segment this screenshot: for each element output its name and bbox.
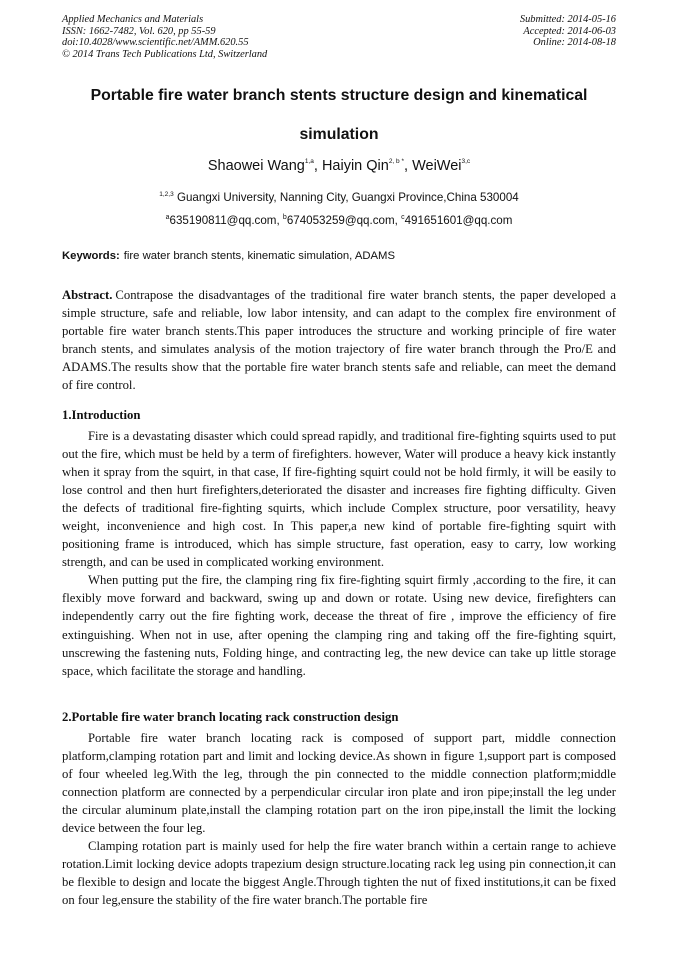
keywords-label: Keywords: [62,250,120,262]
title-line-2: simulation [299,126,379,143]
journal-info [62,14,267,60]
affiliation [62,191,616,204]
submitted-date: Submitted: 2014-05-16 [519,14,616,25]
issn: ISSN: 1662-7482, Vol. 620, pp 55-59 [62,25,216,37]
affiliation-text: Guangxi University, Nanning City, Guangxi Province,China 530004 [173,191,519,204]
author-separator: , [404,158,413,174]
author-separator: , [313,158,322,174]
keywords [62,250,616,262]
journal-name: Applied Mechanics and Materials [62,14,204,25]
abstract-text: Contrapose the disadvantages of the traditional fire water branch stents, the paper developed a simple structure, safe and reliable, low labor intensity, and can adapt to the complex fire environment of portable fire water branch stents.This paper introduces the structure and working principle of fire water branch stents, and simulates analysis of the motion trajectory of fire water branch through the Pro/E and ADAMS.The results show that the portable fire water branch stents safe and reliable, can meet the demand of fire control. [62,288,616,393]
doi: doi:10.4028/www.scientific.net/AMM.620.55 [62,37,249,49]
email-superscript: b [282,214,287,221]
email-address: 674053259@qq.com, [286,214,402,227]
abstract [62,286,616,394]
title-line-1: Portable fire water branch stents structure design and kinematical [90,87,588,104]
author-name: Haiyin Qin [321,158,389,174]
paragraph: When putting put the fire, the clamping ring fix fire-fighting squirt firmly ,according to the fire, it can flexibly move forward and backward, swing up and down or rotate. Using new device, firefighters can independently carry out the fire fighting work, decease the threat of fire , improve the efficiency of fire extinguishing. When not in use, after opening the clamping ring and taking off the fire-fighting squirt, unscrewing the fastening nuts, Folding hinge, and contracting leg, the new device can take up little storage space, which facilitate the storage and handling. [62,573,616,678]
author-superscript: 3,c [461,158,471,165]
email-list [62,214,616,227]
paper-title [62,86,616,145]
abstract-label: Abstract. [62,288,113,302]
email-superscript: a [165,214,170,221]
author-superscript: 1,a [304,158,314,165]
keywords-text: fire water branch stents, kinematic simulation, ADAMS [123,250,395,262]
author-name: Shaowei Wang [207,158,305,174]
email-address: 491651601@qq.com [404,214,513,227]
author-name: WeiWei [412,158,462,174]
email-superscript: c [401,214,405,221]
paragraph: Portable fire water branch locating rack is composed of support part, middle connection platform,clamping rotation part and limit and locking device.As shown in figure 1,support part is composed of four wheeled leg.With the leg, through the pin connected to the middle connection platform;middle connection platform are connected by a perpendicular circular iron plate and iron pipe;install the leg under the circular aluminum plate,install the clamping rotation part on the iron pipe,install the limit the locking device between the four leg. [62,731,616,836]
section-body [62,427,616,680]
affiliation-superscript: 1,2,3 [159,191,174,198]
section-body [62,729,616,909]
email-address: 635190811@qq.com, [169,214,283,227]
author-superscript: 2, b * [388,158,405,165]
online-date: Online: 2014-08-18 [533,37,616,49]
paragraph: Fire is a devastating disaster which could spread rapidly, and traditional fire-fighting squirts used to put out the fire, which must be held by a term of firefighters. however, Water will produce a heavy kick instantly when it spray from the squirt, in that case, If fire-fighting squirt could not be hold firmly, it will be easily to lose control and then hurt firefighters,deteriorated the disaster and increases fire fighting difficulty. Given the defects of traditional fire-fighting squirts, which include Complex structure, poor versatility, heavy weight, inconvenience and high cost. In This paper,a new kind of portable fire-fighting squirt with positioning frame is introduced, which has simple structure, fast operation, easy to carry, low working strength, and can be used in complicated working environment. [62,429,616,570]
copyright: © 2014 Trans Tech Publications Ltd, Switzerland [62,48,268,60]
accepted-date: Accepted: 2014-06-03 [523,25,616,37]
section-heading: 2.Portable fire water branch locating rack construction design [62,710,399,724]
section-heading: 1.Introduction [62,408,141,422]
publication-dates [520,14,616,49]
paragraph: Clamping rotation part is mainly used for help the fire water branch within a certain range to achieve rotation.Limit locking device adopts trapezium design structure.locating rack leg using pin connection,it can be flexible to design and locate the biggest Angle.Through tighten the nut of fixed institutions,it can be fixed on four leg,ensure the stability of the fire water branch.The portable fire [62,839,616,908]
author-list [62,158,616,174]
